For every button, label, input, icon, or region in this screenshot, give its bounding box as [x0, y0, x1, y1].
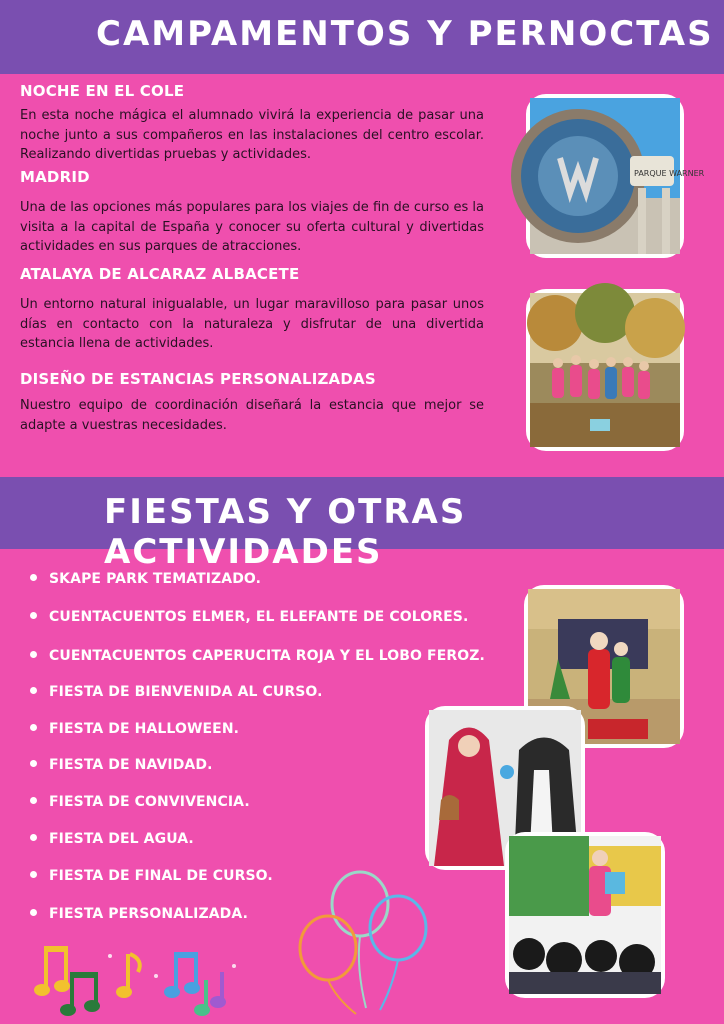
item-text-madrid: Una de las opciones más populares para los viajes de fin de curso es la visita a la capital de España y conocer su oferta cultural y divertidas actividades en sus parques de atracciones. — [20, 200, 484, 254]
item-text-noche: En esta noche mágica el alumnado vivirá la experiencia de pasar una noche junto a sus compañeros en las instalaciones del centro escolar. Realizando divertidas pruebas y actividades. — [20, 108, 484, 162]
bullet-icon — [30, 871, 37, 878]
item-heading-atalaya: ATALAYA DE ALCARAZ ALBACETE — [20, 265, 300, 283]
list-item: FIESTA DE BIENVENIDA AL CURSO. — [30, 684, 323, 700]
list-item: CUENTACUENTOS CAPERUCITA ROJA Y EL LOBO FEROZ. — [30, 648, 485, 664]
bullet-icon — [30, 909, 37, 916]
section2-title: FIESTAS Y OTRAS ACTIVIDADES — [104, 492, 467, 572]
bullet-icon — [30, 797, 37, 804]
list-item: FIESTA DEL AGUA. — [30, 831, 194, 847]
park-sign: PARQUE WARNER — [634, 169, 705, 178]
section1-header-band — [0, 0, 724, 74]
bullet-icon — [30, 724, 37, 731]
item-text-atalaya: Un entorno natural inigualable, un lugar maravilloso para pasar unos días en contacto con la naturaleza y disfrutar de una divertida estancia llena de actividades. — [20, 297, 484, 351]
section1-title: CAMPAMENTOS Y PERNOCTAS — [96, 14, 714, 54]
item-heading-noche: NOCHE EN EL COLE — [20, 82, 185, 100]
item-text-personalizadas: Nuestro equipo de coordinación diseñará la estancia que mejor se adapte a vuestras necesidades. — [20, 398, 484, 433]
list-item: SKAPE PARK TEMATIZADO. — [30, 571, 261, 587]
forest-illustration — [530, 293, 680, 447]
list-item: FIESTA DE HALLOWEEN. — [30, 721, 239, 737]
storytelling-illustration — [509, 836, 661, 994]
theme-park-photo — [526, 94, 705, 258]
item-heading-madrid: MADRID — [20, 168, 90, 186]
bullet-icon — [30, 574, 37, 581]
bullet-icon — [30, 687, 37, 694]
bullet-icon — [30, 760, 37, 767]
list-item: FIESTA DE CONVIVENCIA. — [30, 794, 250, 810]
section2-header-band — [0, 477, 724, 572]
item-heading-personalizadas: DISEÑO DE ESTANCIAS PERSONALIZADAS — [20, 370, 376, 388]
theme-park-illustration — [530, 98, 705, 254]
bullet-icon — [30, 612, 37, 619]
bullet-icon — [30, 834, 37, 841]
list-item: FIESTA DE NAVIDAD. — [30, 757, 213, 773]
music-notes-icon — [34, 936, 244, 1020]
list-item: FIESTA PERSONALIZADA. — [30, 906, 248, 922]
group-forest-photo — [526, 289, 684, 451]
list-item: CUENTACUENTOS ELMER, EL ELEFANTE DE COLORES. — [30, 609, 468, 625]
bullet-icon — [30, 651, 37, 658]
list-item: FIESTA DE FINAL DE CURSO. — [30, 868, 273, 884]
balloons-icon — [296, 868, 436, 1018]
storytelling-photo — [505, 832, 665, 998]
